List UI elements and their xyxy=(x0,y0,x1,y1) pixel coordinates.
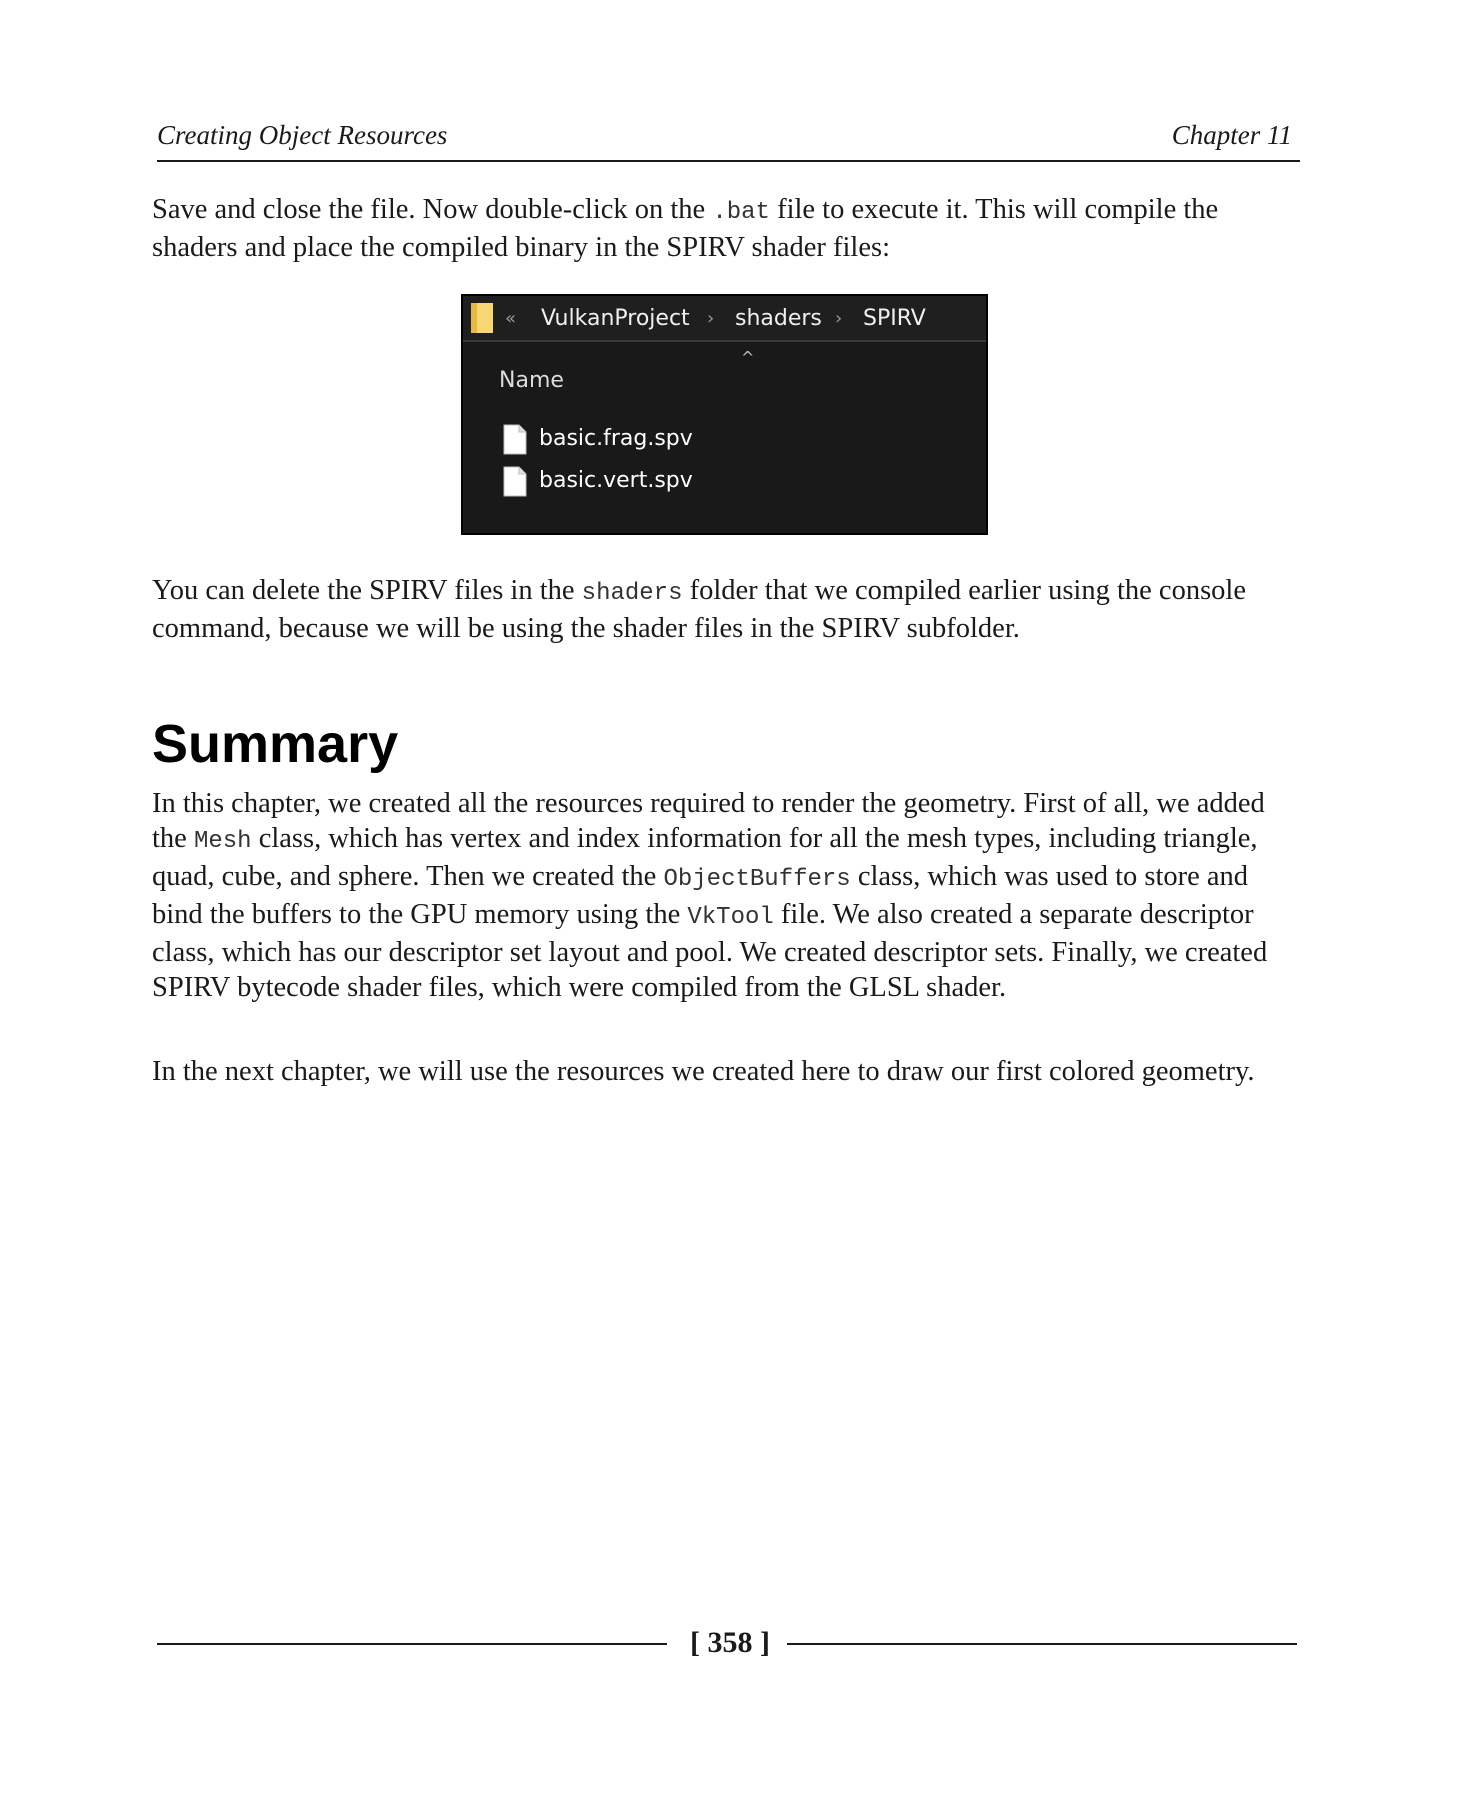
file-icon xyxy=(503,424,527,455)
breadcrumb-vulkanproject[interactable]: VulkanProject xyxy=(541,306,690,331)
paragraph-delete-spirv: You can delete the SPIRV files in the shaders folder that we compiled earlier using the console command, because we will be using the shader files in the SPIRV subfolder. xyxy=(152,575,1246,644)
footer-rule-left xyxy=(157,1643,667,1645)
inline-code-objectbuffers: ObjectBuffers xyxy=(663,866,851,893)
footer-rule-right xyxy=(787,1643,1297,1645)
header-chapter-title: Creating Object Resources xyxy=(157,120,448,150)
file-name: basic.vert.spv xyxy=(539,468,693,493)
file-icon xyxy=(503,466,527,497)
inline-code-shaders: shaders xyxy=(581,580,683,607)
inline-code-bat: .bat xyxy=(712,199,770,226)
file-explorer-screenshot xyxy=(461,294,988,535)
sort-ascending-icon: ^ xyxy=(741,348,755,367)
page-number: [ 358 ] xyxy=(690,1626,770,1659)
running-header xyxy=(157,120,1300,162)
paragraph-next-chapter: In the next chapter, we will use the resources we created here to draw our first colored geometry. xyxy=(152,1056,1255,1087)
breadcrumb-spirv[interactable]: SPIRV xyxy=(863,306,926,331)
section-heading-summary: Summary xyxy=(152,714,399,774)
file-name: basic.frag.spv xyxy=(539,426,693,451)
inline-code-vktool: VkTool xyxy=(687,904,774,931)
folder-icon xyxy=(471,303,493,333)
back-chevrons-icon[interactable]: « xyxy=(505,308,517,329)
breadcrumb-separator-icon: › xyxy=(707,308,715,329)
header-chapter-number: Chapter 11 xyxy=(1171,120,1292,150)
inline-code-mesh: Mesh xyxy=(193,828,252,855)
breadcrumb-shaders[interactable]: shaders xyxy=(735,306,822,331)
column-header-name[interactable]: Name xyxy=(499,368,564,393)
paragraph-summary: In this chapter, we created all the resources required to render the geometry. First of all, we added the Mesh class, which has vertex and index information for all the mesh types, including triangle, quad, cube, and sphere. Then we created the ObjectBuffers class, which was used to store and bind the buffers to the GPU memory using the VkTool file. We also created a separate descriptor class, which has our descriptor set layout and pool. We created descriptor sets. Finally, we created SPIRV bytecode shader files, which were compiled from the GLSL shader. xyxy=(152,788,1268,1003)
paragraph-save-and-compile: Save and close the file. Now double-click on the .bat file to execute it. This will compile the shaders and place the compiled binary in the SPIRV shader files: xyxy=(152,194,1219,263)
address-bar xyxy=(463,296,986,342)
breadcrumb-separator-icon: › xyxy=(835,308,843,329)
